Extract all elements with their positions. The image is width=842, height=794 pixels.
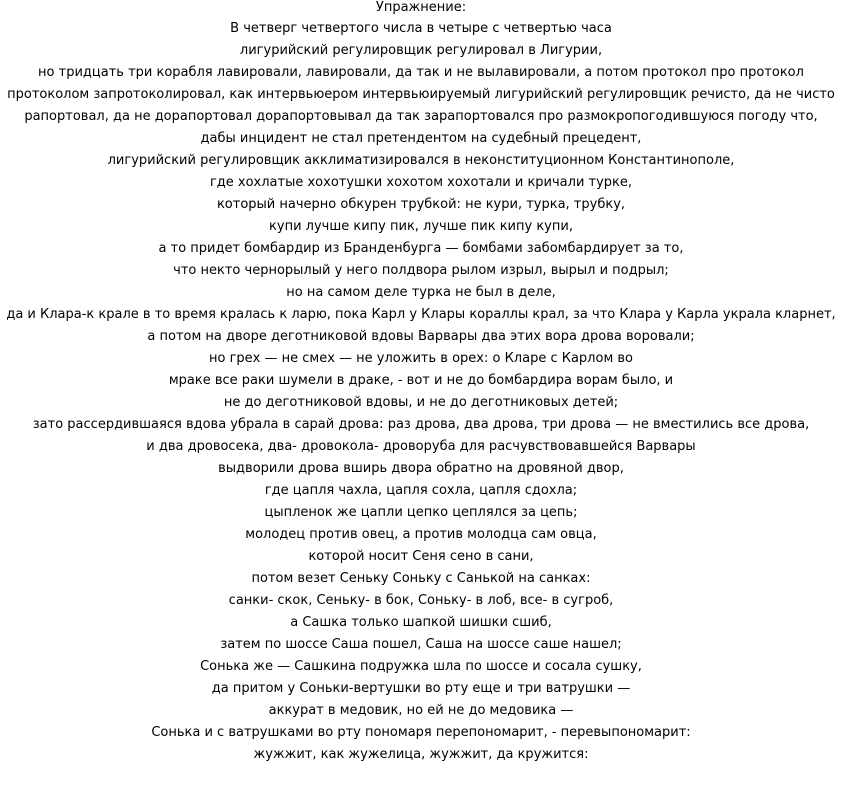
text-line-7: купи лучше кипу пик, лучше пик кипу купи,	[269, 219, 573, 234]
text-line-8: а то придет бомбардир из Бранденбурга — бомбами забомбардирует за то,	[158, 241, 684, 256]
text-line-28: да притом у Соньки-вертушки во рту еще и три ватрушки —	[211, 681, 631, 696]
text-line-22: которой носит Сеня сено в сани,	[308, 549, 534, 564]
text-line-19: где цапля чахла, цапля сохла, цапля сдохла;	[264, 483, 578, 498]
text-line-2: лигурийский регулировщик регулировал в Лигурии,	[239, 43, 603, 58]
text-paragraph-protocol: но тридцать три корабля лавировали, лавировали, да так и не вылавировали, а потом протокол про протокол протоколом запротоколировал, как интервьюером интервьюируемый лигурийский регулировщик речисто, да не чисто рапортовал, да не дорапортовал дорапортовывал да так зарапортовался про размокропогодившуюся погоду что, дабы инцидент не стал претендентом на судебный прецедент,	[7, 65, 835, 146]
text-line-27: Сонька же — Сашкина подружка шла по шоссе и сосала сушку,	[200, 659, 642, 674]
text-line-26: затем по шоссе Саша пошел, Саша на шоссе саше нашел;	[220, 637, 622, 652]
text-line-13: но грех — не смех — не уложить в орех: о Кларе с Карлом во	[209, 351, 633, 366]
text-line-10: но на самом деле турка не был в деле,	[286, 285, 556, 300]
text-line-6: который начерно обкурен трубкой: не кури, турка, трубку,	[216, 197, 626, 212]
text-line-16: зато рассердившаяся вдова убрала в сарай дрова: раз дрова, два дрова, три дрова — не вместились все дрова,	[32, 417, 810, 432]
text-line-30: Сонька и с ватрушками во рту пономаря перепономарит, - перевыпономарит:	[151, 725, 691, 740]
text-line-20: цыпленок же цапли цепко цеплялся за цепь;	[264, 505, 578, 520]
text-line-12: а потом на дворе деготниковой вдовы Варвары два этих вора дрова воровали;	[147, 329, 695, 344]
exercise-title: Упражнение:	[375, 0, 467, 15]
text-line-14: мраке все раки шумели в драке, - вот и не до бомбардира ворам было, и	[168, 373, 674, 388]
text-line-29: аккурат в медовик, но ей не до медовика —	[268, 703, 574, 718]
text-line-18: выдворили дрова вширь двора обратно на дровяной двор,	[218, 461, 624, 476]
text-line-1: В четверг четвертого числа в четыре с четвертью часа	[230, 21, 612, 36]
text-paragraph-clara: да и Клара-к крале в то время кралась к ларю, пока Карл у Клары кораллы крал, за что Клара у Карла украла кларнет,	[6, 307, 836, 322]
text-line-5: где хохлатые хохотушки хохотом хохотали и кричали турке,	[209, 175, 633, 190]
text-line-23: потом везет Сеньку Соньку с Санькой на санках:	[251, 571, 591, 586]
text-line-24: санки- скок, Сеньку- в бок, Соньку- в лоб, все- в сугроб,	[228, 593, 614, 608]
text-line-9: что некто чернорылый у него полдвора рылом изрыл, вырыл и подрыл;	[173, 263, 669, 278]
text-line-15: не до деготниковой вдовы, и не до деготниковых детей;	[223, 395, 619, 410]
text-line-17: и два дровосека, два- дровокола- дроворуба для расчувствовавшейся Варвары	[146, 439, 696, 454]
text-line-21: молодец против овец, а против молодца сам овца,	[245, 527, 597, 542]
text-line-25: а Сашка только шапкой шишки сшиб,	[290, 615, 552, 630]
text-line-31: жужжит, как жужелица, жужжит, да кружится:	[253, 747, 589, 762]
text-line-4: лигурийский регулировщик акклиматизировался в неконституционном Константинополе,	[107, 153, 735, 168]
